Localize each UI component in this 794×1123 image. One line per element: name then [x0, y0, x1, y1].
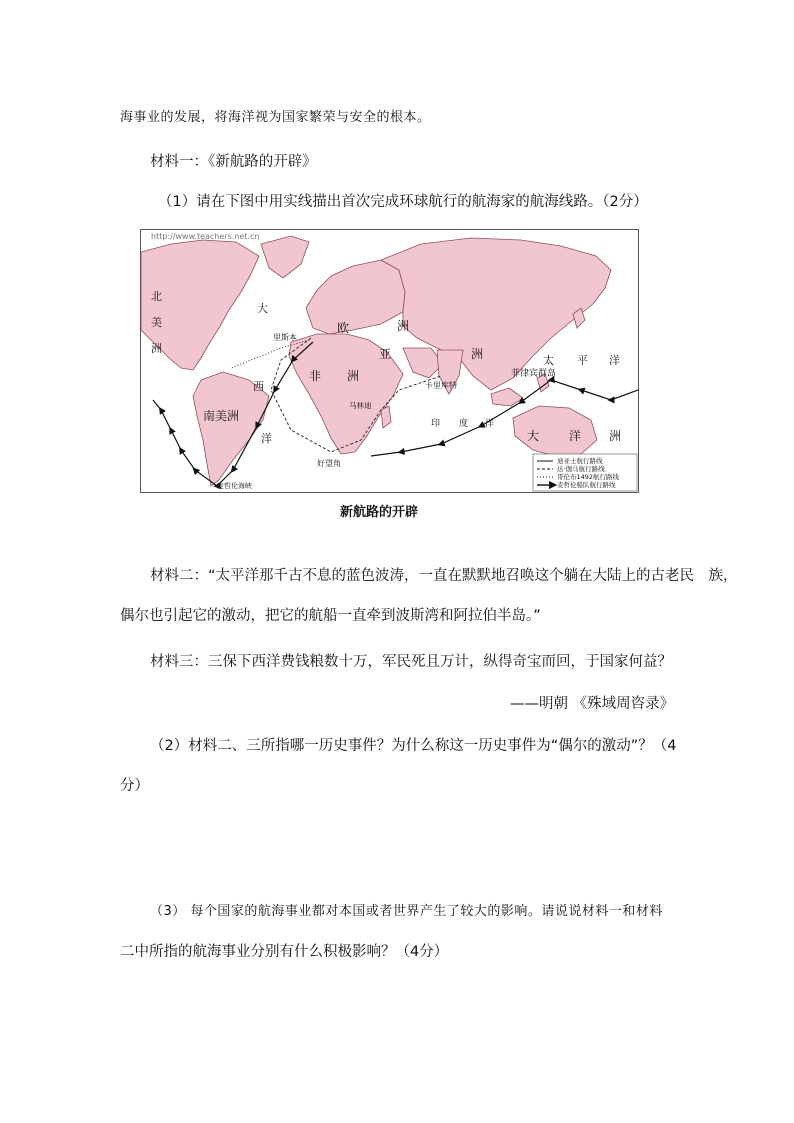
- label-indian-yang: 洋: [485, 419, 495, 429]
- question-2-line1: （2）材料二、三所指哪一历史事件？为什么称这一历史事件为“偶尔的激动”？（4: [150, 738, 677, 754]
- material2-line2: 偶尔也引起它的激动，把它的航船一直牵到波斯湾和阿拉伯半岛。”: [120, 608, 541, 624]
- label-indian-yin: 印: [431, 419, 441, 429]
- legend-columbus: 哥伦布1492航行路线: [557, 473, 620, 481]
- label-europe-zhou: 洲: [397, 319, 410, 333]
- label-pacific-tai: 太: [543, 354, 554, 367]
- label-america: 美: [151, 316, 162, 329]
- material3-line: 材料三：三保下西洋费钱粮数十万，军民死且万计，纵得奇宝而回，于国家何益？: [150, 654, 672, 670]
- intro-line: 海事业的发展，将海洋视为国家繁荣与安全的根本。: [120, 110, 431, 125]
- question-3-line1: （3） 每个国家的航海事业都对本国或者世界产生了较大的影响。请说说材料一和材料: [150, 904, 663, 919]
- label-south-america: 南美洲: [203, 409, 240, 423]
- label-cape: 好望角: [317, 459, 341, 468]
- legend-gama: 达·伽马航行路线: [557, 465, 605, 473]
- question-3-line2: 二中所指的航海事业分别有什么积极影响？（4分）: [120, 944, 449, 960]
- map-caption: 新航路的开辟: [340, 505, 419, 520]
- label-asia-zhou: 洲: [471, 347, 484, 361]
- label-africa-fei: 非: [309, 369, 322, 383]
- label-europe-ou: 欧: [337, 321, 350, 335]
- question-2-line2: 分）: [120, 778, 149, 794]
- label-malindi: 马林迪: [349, 401, 372, 410]
- material3-citation: ——明朝 《殊域周咨录》: [510, 696, 675, 712]
- map-legend: [533, 454, 637, 491]
- legend-magellan: 麦哲伦船队航行路线: [557, 481, 616, 489]
- label-oceania-da: 大: [527, 429, 540, 443]
- label-magellan-strait: 麦哲伦海峡: [217, 482, 252, 490]
- legend-diaz: 迪亚士航行路线: [557, 457, 603, 465]
- label-asia-ya: 亚: [379, 347, 392, 361]
- label-pacific-yang: 洋: [609, 354, 620, 367]
- label-oceania-zhou: 洲: [609, 429, 622, 443]
- question-1: （1）请在下图中用实线描出首次完成环球航行的航海家的航海线路。（2分）: [158, 194, 648, 210]
- material1-title: 材料一：《新航路的开辟》: [150, 154, 317, 170]
- label-north: 北: [151, 290, 162, 303]
- label-oceania-yang: 洋: [569, 429, 582, 443]
- label-yang-atlantic: 洋: [261, 432, 272, 445]
- label-africa-zhou: 洲: [347, 369, 360, 383]
- label-da-atlantic: 大: [257, 302, 268, 315]
- label-xi: 西: [253, 380, 264, 393]
- world-map-svg: [141, 230, 638, 492]
- map-watermark: http://www.teachers.net.cn: [151, 232, 260, 241]
- label-pacific-ping: 平: [577, 354, 588, 367]
- label-calicut: 卡里库特: [425, 381, 457, 390]
- label-indian-du: 度: [459, 419, 469, 429]
- new-routes-map: [140, 229, 639, 493]
- label-na-zhou: 洲: [151, 342, 162, 355]
- label-philippines: 菲律宾群岛: [511, 369, 557, 379]
- material2-line1: 材料二：“太平洋那千古不息的蓝色波涛，一直在默默地召唤这个躺在大陆上的古老民 族，: [150, 568, 738, 584]
- label-lisbon: 里斯本: [273, 333, 297, 342]
